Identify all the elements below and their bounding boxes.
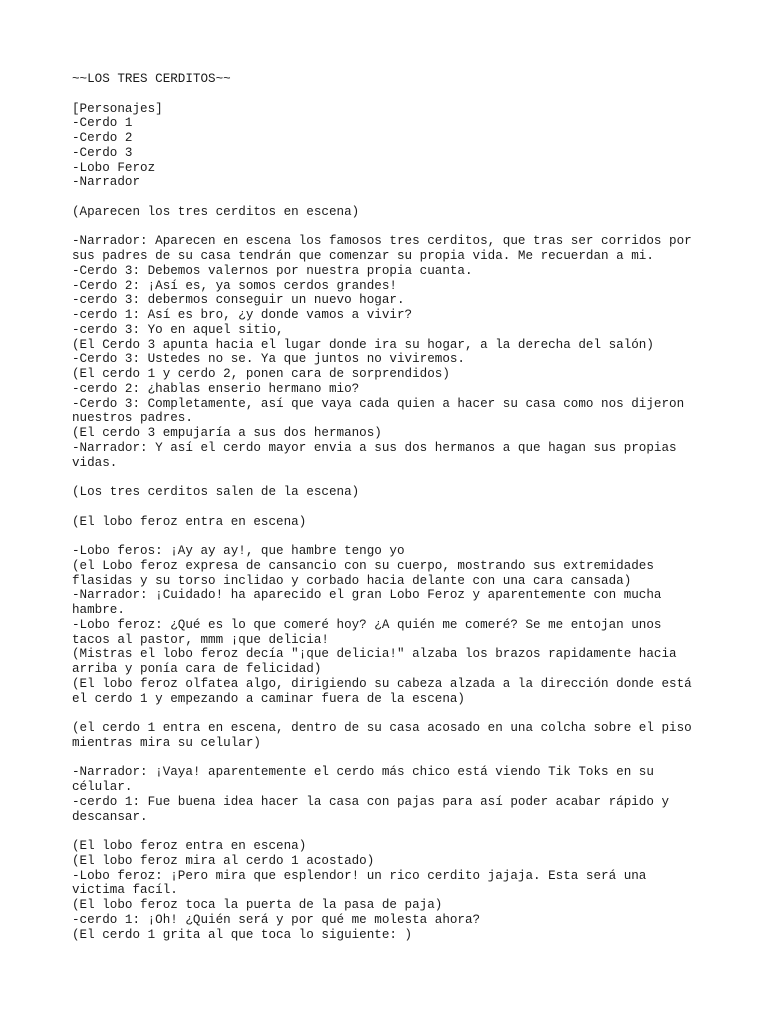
text-line: (Aparecen los tres cerditos en escena) bbox=[72, 204, 360, 219]
text-line: victima facíl. bbox=[72, 883, 178, 898]
text-line: -Cerdo 3 bbox=[72, 145, 133, 160]
text-line: (El lobo feroz entra en escena) bbox=[72, 514, 307, 529]
document-title: ~~LOS TRES CERDITOS~~ bbox=[72, 72, 231, 86]
document-body bbox=[72, 102, 732, 943]
blank-line bbox=[72, 220, 732, 235]
text-line: -cerdo 1: ¡Oh! ¿Quién será y por qué me molesta ahora? bbox=[72, 912, 481, 927]
blank-line bbox=[72, 824, 732, 839]
text-line: vidas. bbox=[72, 455, 118, 470]
text-line: (el Lobo feroz expresa de cansancio con su cuerpo, mostrando sus extremidades bbox=[72, 558, 654, 573]
text-line: hambre. bbox=[72, 603, 125, 617]
text-line: -Cerdo 3: Ustedes no se. Ya que juntos no viviremos. bbox=[72, 352, 465, 367]
text-line: (Mistras el lobo feroz decía "¡que delicia!" alzaba los brazos rapidamente hacia bbox=[72, 647, 677, 662]
blank-line bbox=[72, 706, 732, 721]
text-line: (El cerdo 3 empujaría a sus dos hermanos) bbox=[72, 426, 382, 440]
text-line: (El cerdo 1 grita al que toca lo siguiente: ) bbox=[72, 927, 413, 942]
text-line: (El lobo feroz mira al cerdo 1 acostado) bbox=[72, 853, 375, 868]
text-line: (El cerdo 1 y cerdo 2, ponen cara de sorprendidos) bbox=[72, 367, 450, 381]
text-line: -Narrador: ¡Cuidado! ha aparecido el gran Lobo Feroz y aparentemente con mucha bbox=[72, 588, 662, 603]
text-line: -cerdo 1: Así es bro, ¿y donde vamos a vivir? bbox=[72, 308, 413, 322]
text-line: arriba y ponía cara de felicidad) bbox=[72, 662, 322, 676]
text-line: -Narrador: ¡Vaya! aparentemente el cerdo más chico está viendo Tik Toks en su bbox=[72, 765, 654, 780]
text-line: -Cerdo 2: ¡Así es, ya somos cerdos grandes! bbox=[72, 278, 397, 293]
text-line: -Lobo feroz: ¿Qué es lo que comeré hoy? ¿A quién me comeré? Se me entojan unos bbox=[72, 617, 662, 632]
text-line: -Lobo feros: ¡Ay ay ay!, que hambre tengo yo bbox=[72, 544, 405, 558]
document-page bbox=[72, 72, 732, 942]
text-line: nuestros padres. bbox=[72, 411, 193, 426]
text-line: -Narrador bbox=[72, 175, 141, 190]
text-line: [Personajes] bbox=[72, 101, 163, 116]
text-line: -cerdo 3: Yo en aquel sitio, bbox=[72, 322, 284, 337]
text-line: -cerdo 1: Fue buena idea hacer la casa con pajas para así poder acabar rápido y bbox=[72, 794, 670, 809]
text-line: (El lobo feroz toca la puerta de la pasa de paja) bbox=[72, 898, 443, 912]
text-line: -Cerdo 3: Completamente, así que vaya cada quien a hacer su casa como nos dijeron bbox=[72, 396, 685, 411]
text-line: el cerdo 1 y empezando a caminar fuera de la escena) bbox=[72, 691, 465, 706]
text-line: -Lobo Feroz bbox=[72, 160, 156, 175]
text-line: (El lobo feroz entra en escena) bbox=[72, 839, 307, 853]
blank-line bbox=[72, 751, 732, 766]
blank-line bbox=[72, 190, 732, 205]
text-line: sus padres de su casa tendrán que comenzar su propia vida. Me recuerdan a mi. bbox=[72, 249, 654, 263]
text-line: (Los tres cerditos salen de la escena) bbox=[72, 485, 360, 499]
text-line: tacos al pastor, mmm ¡que delicia! bbox=[72, 632, 329, 647]
text-line: célular. bbox=[72, 780, 133, 794]
text-line: -Narrador: Y así el cerdo mayor envia a sus dos hermanos a que hagan sus propias bbox=[72, 440, 677, 455]
text-line: mientras mira su celular) bbox=[72, 735, 261, 750]
text-line: -Lobo feroz: ¡Pero mira que esplendor! un rico cerdito jajaja. Esta será una bbox=[72, 868, 647, 883]
text-line: (el cerdo 1 entra en escena, dentro de su casa acosado en una colcha sobre el piso bbox=[72, 721, 692, 735]
text-line: -Narrador: Aparecen en escena los famosos tres cerditos, que tras ser corridos por bbox=[72, 234, 692, 249]
text-line: -Cerdo 2 bbox=[72, 131, 133, 145]
blank-line bbox=[72, 529, 732, 544]
blank-line bbox=[72, 500, 732, 515]
text-line: -cerdo 2: ¿hablas enserio hermano mio? bbox=[72, 381, 360, 396]
text-line: -Cerdo 3: Debemos valernos por nuestra propia cuanta. bbox=[72, 263, 473, 278]
text-line: -Cerdo 1 bbox=[72, 116, 133, 131]
text-line: (El Cerdo 3 apunta hacia el lugar donde ira su hogar, a la derecha del salón) bbox=[72, 337, 654, 352]
blank-line bbox=[72, 470, 732, 485]
text-line: -cerdo 3: debermos conseguir un nuevo hogar. bbox=[72, 293, 405, 308]
spacer bbox=[72, 87, 732, 102]
text-line: (El lobo feroz olfatea algo, dirigiendo su cabeza alzada a la dirección donde está bbox=[72, 676, 692, 691]
text-line: descansar. bbox=[72, 809, 148, 824]
text-line: flasidas y su torso inclidao y corbado hacia delante con una cara cansada) bbox=[72, 573, 632, 588]
